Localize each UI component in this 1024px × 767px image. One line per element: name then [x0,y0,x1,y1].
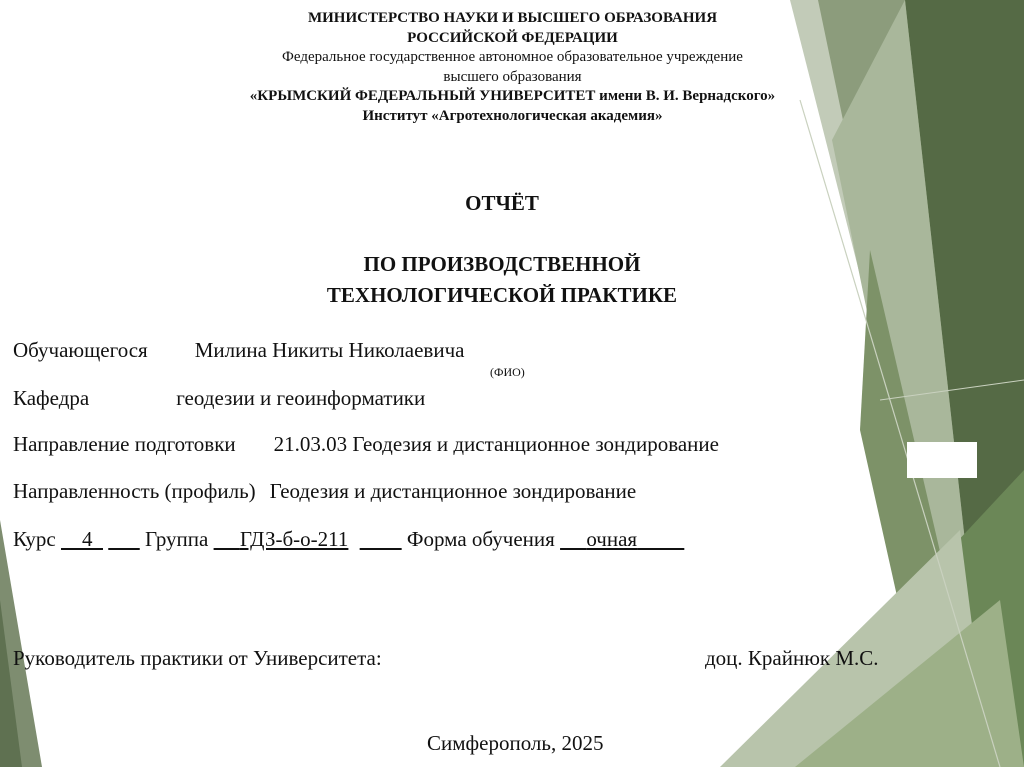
form-label: Форма обучения [406,527,555,551]
fio-note: (ФИО) [490,365,525,379]
course-label: Курс [13,527,56,551]
direction-row [13,432,719,457]
report-title: ОТЧЁТ [465,191,539,215]
supervisor-label: Руководитель практики от Университета: [13,646,382,670]
header-ministry: МИНИСТЕРСТВО НАУКИ И ВЫСШЕГО ОБРАЗОВАНИЯ [307,10,718,26]
department-row [13,386,425,411]
profile-label: Направленность (профиль) [13,479,256,503]
supervisor-name: доц. Крайнюк М.С. [705,646,879,670]
header-institution-type: Федеральное государственное автономное образовательное учреждение [282,49,743,65]
group-label: Группа [145,527,209,551]
header-university: «КРЫМСКИЙ ФЕДЕРАЛЬНЫЙ УНИВЕРСИТЕТ имени В. И. Вернадского» [249,88,776,104]
student-row [13,338,464,363]
form-value: очная [586,527,638,551]
course-row [13,527,684,552]
student-name: Милина Никиты Николаевича [194,338,465,362]
report-subtitle-1: ПО ПРОИЗВОДСТВЕННОЙ [363,252,641,276]
underline-blank [360,527,402,551]
direction-label: Направление подготовки [13,432,236,456]
institution-header [140,9,885,126]
white-rectangle [907,442,977,478]
direction-value: 21.03.03 Геодезия и дистанционное зондирование [273,432,719,456]
profile-value: Геодезия и дистанционное зондирование [269,479,637,503]
header-institute: Институт «Агротехнологическая академия» [362,107,663,124]
course-value: 4 [82,527,93,551]
profile-row [13,479,636,504]
report-subtitle-2: ТЕХНОЛОГИЧЕСКОЙ ПРАКТИКЕ [326,283,678,307]
group-value: ГДЗ-б-о-211 [239,527,349,551]
department-value: геодезии и геоинформатики [176,386,426,410]
header-education-level: высшего образования [443,68,582,85]
header-federation: РОССИЙСКОЙ ФЕДЕРАЦИИ [407,29,618,46]
department-label: Кафедра [13,386,90,410]
underline-blank [108,527,140,551]
student-label: Обучающегося [13,338,148,362]
city-year: Симферополь, 2025 [427,731,604,755]
